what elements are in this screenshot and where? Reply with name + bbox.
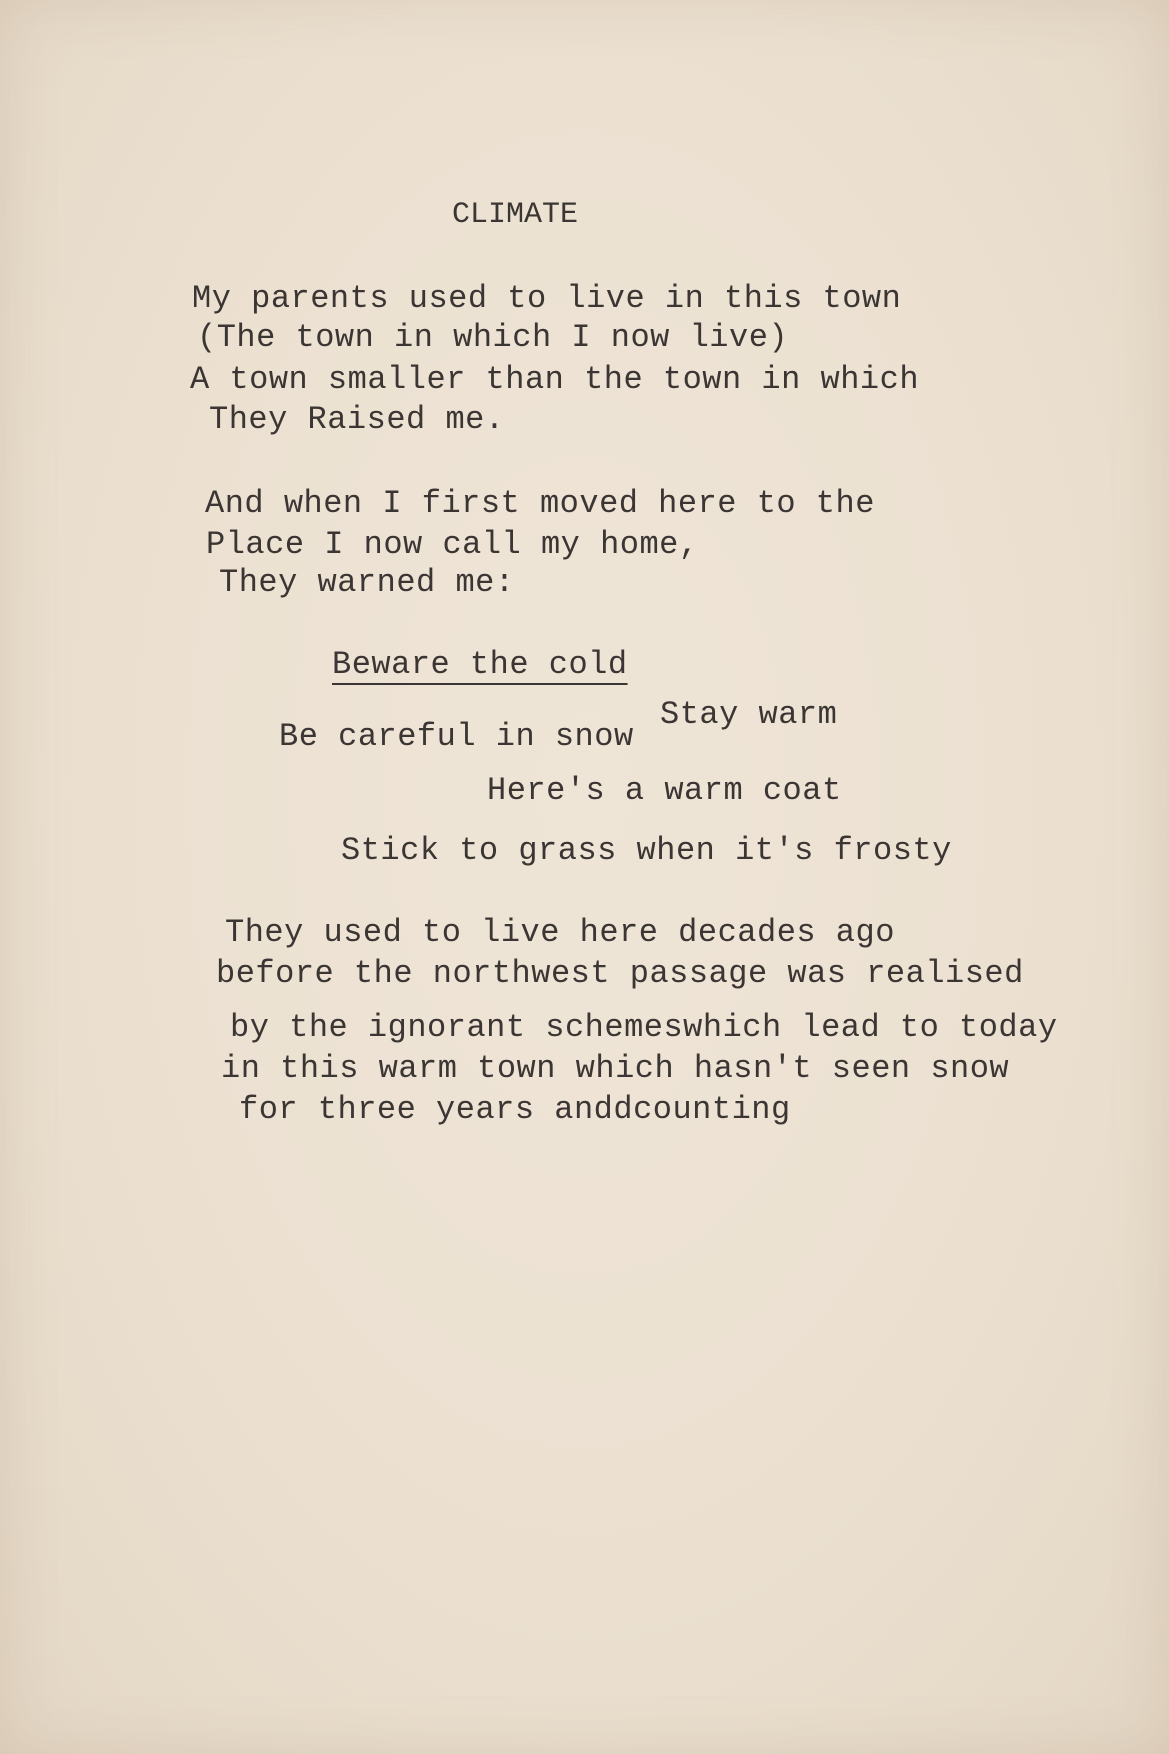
warning-be-careful: Be careful in snow bbox=[279, 718, 634, 755]
stanza1-line1: My parents used to live in this town bbox=[192, 280, 902, 317]
stanza3-line5: for three years anddcounting bbox=[239, 1091, 791, 1128]
stanza1-line2: (The town in which I now live) bbox=[197, 319, 789, 356]
stanza1-line3: A town smaller than the town in which bbox=[190, 361, 920, 398]
stanza1-line4: They Raised me. bbox=[209, 401, 505, 438]
stanza3-line3: by the ignorant schemeswhich lead to today bbox=[230, 1009, 1058, 1046]
poem-title: CLIMATE bbox=[452, 198, 579, 232]
stanza2-line3: They warned me: bbox=[219, 564, 515, 601]
stanza3-line2: before the northwest passage was realised bbox=[216, 955, 1024, 992]
stanza3-line4: in this warm town which hasn't seen snow bbox=[221, 1050, 1010, 1087]
stanza2-line2: Place I now call my home, bbox=[206, 526, 699, 563]
warning-beware-the-cold: Beware the cold bbox=[332, 646, 628, 683]
stanza2-line1: And when I first moved here to the bbox=[205, 485, 875, 522]
warning-stay-warm: Stay warm bbox=[660, 696, 838, 733]
warning-stick-to-grass: Stick to grass when it's frosty bbox=[341, 832, 952, 869]
warning-warm-coat: Here's a warm coat bbox=[487, 772, 842, 809]
stanza3-line1: They used to live here decades ago bbox=[225, 914, 895, 951]
